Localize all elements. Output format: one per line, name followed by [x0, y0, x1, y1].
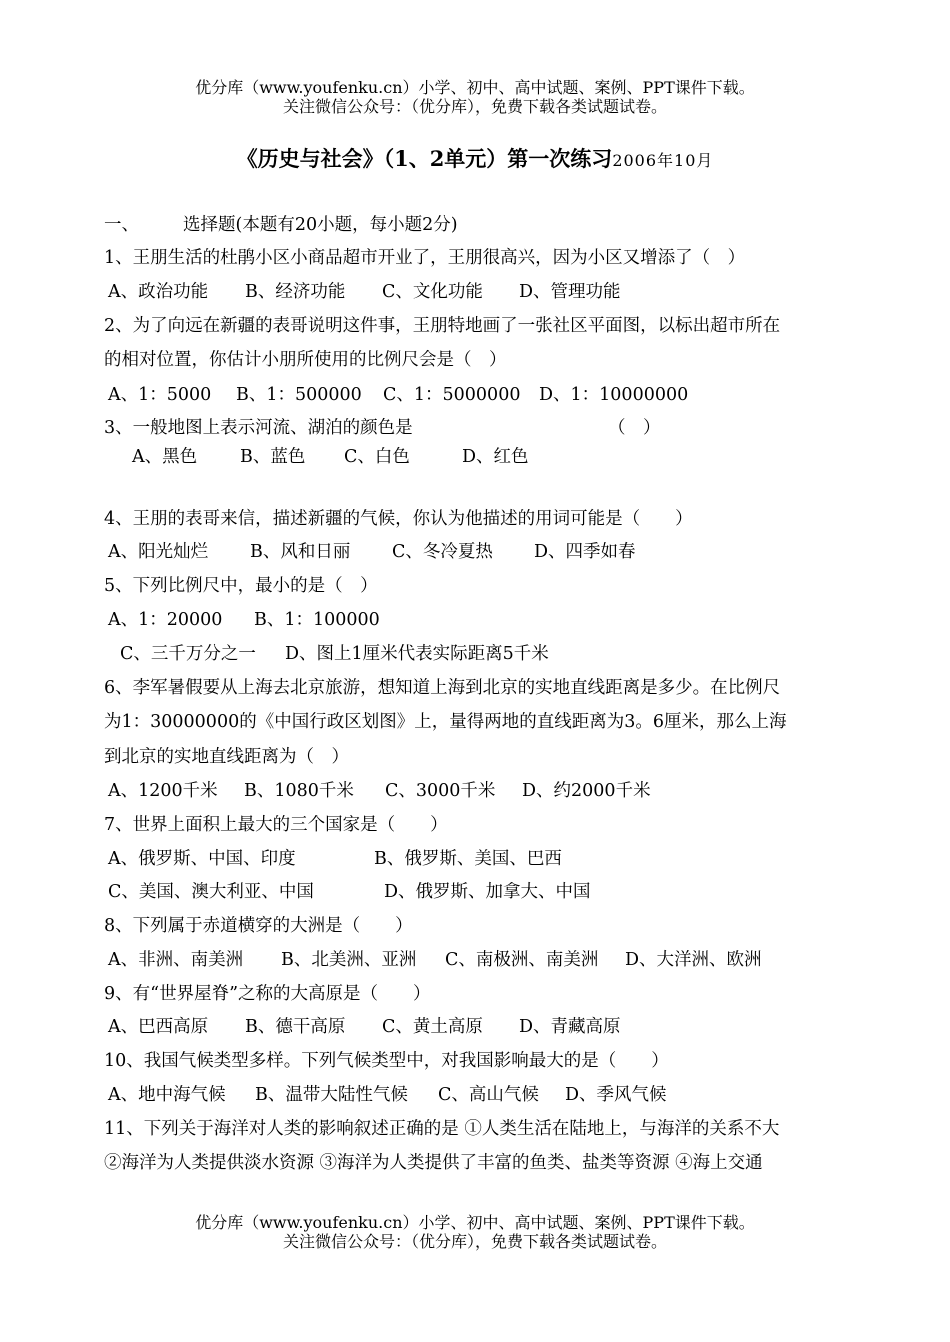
- footer-line-2: 关注微信公众号：（优分库），免费下载各类试题试卷。: [282, 1232, 667, 1251]
- question-4-stem: 4、王朋的表哥来信，描述新疆的气候，你认为他描述的用词可能是（ ）: [104, 509, 693, 529]
- header-line-2: 关注微信公众号：（优分库），免费下载各类试题试卷。: [282, 97, 667, 116]
- option-a: A、黑色: [132, 447, 198, 467]
- question-6-stem-line-2: 为1：30000000的《中国行政区划图》上，量得两地的直线距离为3。6厘米，那么上海: [104, 712, 787, 732]
- option-c: C、高山气候: [438, 1085, 539, 1105]
- footer-line-1: 优分库（www.youfenku.cn）小学、初中、高中试题、案例、PPT课件下载。: [195, 1213, 755, 1232]
- question-9-options: [108, 1016, 621, 1038]
- option-c: C、黄土高原: [382, 1017, 483, 1037]
- question-7-options-row-1: [108, 848, 562, 870]
- option-c: C、三千万分之一: [120, 644, 256, 664]
- option-b: B、北美洲、亚洲: [281, 950, 417, 970]
- option-b: B、温带大陆性气候: [255, 1085, 408, 1105]
- question-7-stem: 7、世界上面积上最大的三个国家是（ ）: [104, 815, 448, 835]
- option-c: C、南极洲、南美洲: [445, 950, 599, 970]
- option-d: D、约2000千米: [522, 781, 651, 801]
- option-b: B、经济功能: [245, 282, 346, 302]
- question-5-options-row-1: [108, 609, 380, 631]
- section-text: 选择题(本题有20小题，每小题2分): [183, 215, 458, 235]
- option-d: D、季风气候: [565, 1085, 667, 1105]
- option-d: D、四季如春: [534, 542, 636, 562]
- title-date: 2006年10月: [612, 151, 714, 170]
- question-3-paren: （ ）: [608, 418, 661, 438]
- question-10-stem: 10、我国气候类型多样。下列气候类型中，对我国影响最大的是（ ）: [104, 1051, 669, 1071]
- question-5-stem: 5、下列比例尺中，最小的是（ ）: [104, 576, 378, 596]
- section-heading: [104, 214, 458, 236]
- question-8-options: [108, 949, 762, 971]
- section-number: 一、: [104, 215, 139, 235]
- option-b: B、俄罗斯、美国、巴西: [374, 849, 562, 869]
- question-3-options: [132, 446, 529, 468]
- question-2-stem-line-1: 2、为了向远在新疆的表哥说明这件事，王朋特地画了一张社区平面图，以标出超市所在: [104, 316, 781, 336]
- option-a: A、阳光灿烂: [108, 542, 209, 562]
- option-d: D、1：10000000: [539, 385, 689, 405]
- option-a: A、1200千米: [108, 781, 218, 801]
- option-d: D、红色: [462, 447, 529, 467]
- page-footer: [0, 1213, 950, 1251]
- option-b: B、蓝色: [240, 447, 306, 467]
- question-4-options: [108, 541, 636, 563]
- page-header: [0, 78, 950, 116]
- question-2-stem-line-2: 的相对位置，你估计小朋所使用的比例尺会是（ ）: [104, 350, 507, 370]
- option-b: B、1：100000: [254, 610, 380, 630]
- question-6-stem-line-1: 6、李军暑假要从上海去北京旅游，想知道上海到北京的实地直线距离是多少。在比例尺: [104, 678, 781, 698]
- option-c: C、3000千米: [385, 781, 496, 801]
- page-title: [0, 143, 950, 173]
- option-c: C、白色: [344, 447, 410, 467]
- option-a: A、巴西高原: [108, 1017, 209, 1037]
- option-b: B、1：500000: [236, 385, 362, 405]
- option-c: C、1：5000000: [383, 385, 521, 405]
- header-line-1: 优分库（www.youfenku.cn）小学、初中、高中试题、案例、PPT课件下载。: [195, 78, 755, 97]
- question-6-options: [108, 780, 651, 802]
- option-d: D、青藏高原: [519, 1017, 621, 1037]
- option-d: D、大洋洲、欧洲: [625, 950, 762, 970]
- option-b: B、德干高原: [245, 1017, 346, 1037]
- option-c: C、文化功能: [382, 282, 483, 302]
- question-11-stem-line-2: ②海洋为人类提供淡水资源 ③海洋为人类提供了丰富的鱼类、盐类等资源 ④海上交通: [104, 1153, 763, 1173]
- option-a: A、地中海气候: [108, 1085, 226, 1105]
- option-a: A、政治功能: [108, 282, 209, 302]
- option-d: D、俄罗斯、加拿大、中国: [384, 882, 591, 902]
- option-d: D、图上1厘米代表实际距离5千米: [285, 644, 549, 664]
- option-b: B、风和日丽: [250, 542, 351, 562]
- question-2-options: [108, 384, 688, 406]
- question-1-stem: 1、王朋生活的杜鹃小区小商品超市开业了，王朋很高兴，因为小区又增添了（ ）: [104, 248, 746, 268]
- question-10-options: [108, 1084, 667, 1106]
- question-3-stem: 3、一般地图上表示河流、湖泊的颜色是: [104, 418, 413, 438]
- title-main: 《历史与社会》（1、2单元）第一次练习: [236, 146, 613, 171]
- option-a: A、1：20000: [108, 610, 223, 630]
- question-9-stem: 9、有“世界屋脊”之称的大高原是（ ）: [104, 984, 431, 1004]
- option-d: D、管理功能: [519, 282, 621, 302]
- option-a: A、1：5000: [108, 385, 212, 405]
- option-c: C、冬冷夏热: [392, 542, 493, 562]
- question-5-options-row-2: [120, 643, 549, 665]
- option-a: A、非洲、南美洲: [108, 950, 244, 970]
- question-8-stem: 8、下列属于赤道横穿的大洲是（ ）: [104, 916, 413, 936]
- question-6-stem-line-3: 到北京的实地直线距离为（ ）: [104, 747, 349, 767]
- option-c: C、美国、澳大利亚、中国: [108, 882, 314, 902]
- option-b: B、1080千米: [244, 781, 354, 801]
- question-11-stem-line-1: 11、下列关于海洋对人类的影响叙述正确的是 ①人类生活在陆地上，与海洋的关系不大: [104, 1119, 780, 1139]
- question-1-options: [108, 281, 621, 303]
- question-7-options-row-2: [108, 881, 591, 903]
- option-a: A、俄罗斯、中国、印度: [108, 849, 296, 869]
